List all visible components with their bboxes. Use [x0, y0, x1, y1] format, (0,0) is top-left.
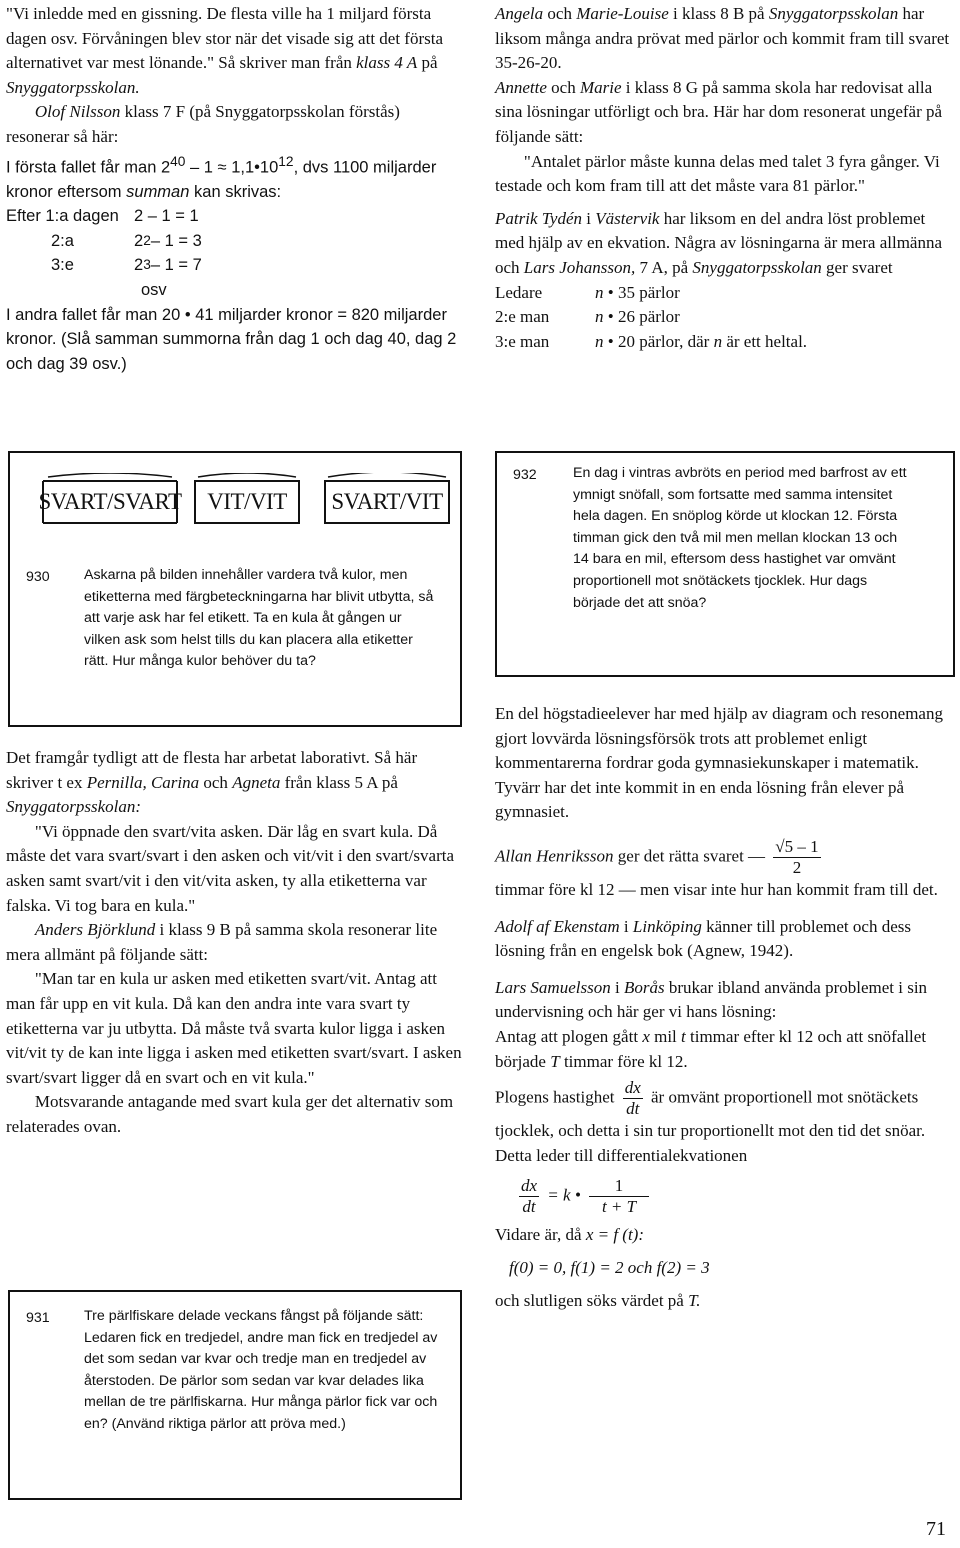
paragraph: I första fallet får man $2^{40} - 1$ ≈ $1,1•10^{12}$, dvs 1100 miljarder kronor eftersom summan kan skrivas: [6, 153, 437, 201]
problem-text: Askarna på bilden innehåller vardera två kulor, men etiketterna med färgbeteckningarna har blivit utbytta, så att varje ask har fel etikett. Ta en kula åt gången ur vilken ask som helst tills du kan placera alla etiketter rätt. Hur många kulor behöver du ta? [84, 567, 434, 670]
differential-equation: $\frac{dx}{dt}$ = k • $\frac{1}{t + T}$ [515, 1176, 957, 1217]
fraction: $\frac{√5 - 1}{2}$ [775, 836, 819, 877]
paragraph: Vidare är, då x = f (t): [495, 1225, 645, 1245]
quote: "Vi öppnade den svart/vita asken. Där låg en svart kula. Då måste det vara svart/svart i den asken och vit/vit i den svart/svarta asken samt svart/vit i den vit/vita asken, ty alla etiketterna var falska. Vi tog bara en kula." [6, 821, 455, 915]
box-labels-illustration [38, 473, 443, 543]
paragraph: Motsvarande antagande med svart kula ger det alternativ som relaterades ovan. [6, 1092, 454, 1136]
paragraph: En del högstadieelever har med hjälp av diagram och resonemang gjort lovvärda lösningsförsök trots att problemet enligt kommentarerna fordrar goda gymnasiekunskaper i matematik. Tyvärr har det inte kommit in en enda lösning från elever på gymnasiet. [495, 704, 943, 822]
problem-box-930 [8, 451, 462, 727]
fraction: $\frac{dx}{dt}$ [624, 1078, 641, 1119]
problem-text: En dag i vintras avbröts en period med barfrost av ett ymnigt snöfall, som fortsatte med samma intensitet hela dagen. En snöplog körde ut klockan 12. Första timman gick den två mil men mellan klockan 13 och 14 bara en mil, eftersom dess hastighet var omvänt proportionell mot snötäckets tjocklek. Hur dags började det att snöa? [573, 465, 907, 611]
paragraph: timmar före kl 12 — men visar inte hur han kommit fram till det. [495, 879, 938, 899]
left-column-top [6, 2, 466, 376]
paragraph: Adolf af Ekenstam i Linköping känner till problemet och dess lösning från en engelsk bok (Agnew, 1942). [495, 916, 911, 961]
box-label-2: VIT/VIT [192, 473, 302, 531]
paragraph: Allan Henriksson ger det rätta svaret — $\frac{√5 - 1}{2}$ [495, 836, 819, 877]
left-column-bottom [6, 746, 466, 1140]
paragraph: Det framgår tydligt att de flesta har arbetat laborativt. Så här skriver t ex Pernilla, Carina och Agneta från klass 5 A på Snyggatorpsskolan: [6, 748, 418, 817]
page-number: 71 [926, 1518, 946, 1540]
sum-table: Efter 1:a dagen 2 – 1 = 1 2:a 2 2 – 1 = 3 3:e 2 3 – 1 = 7 osv [6, 207, 202, 300]
problem-number: 932 [513, 467, 537, 483]
paragraph: Annette och Marie i klass 8 G på samma skola har redovisat alla sina lösningar utförligt och bra. Här har dom resonerat ungefär på följande sätt: [495, 77, 943, 146]
paragraph: Patrik Tydén i Västervik har liksom en del andra löst problemet med hjälp av en ekvation. Några av lösningarna är mera allmänna och Lars Johansson, 7 A, på Snyggatorpsskolan ger svaret [495, 208, 943, 277]
paragraph: Angela och Marie-Louise i klass 8 B på Snyggatorpsskolan har liksom många andra prövat med pärlor och kommit fram till svaret 35-26-20. [495, 4, 950, 73]
box-label-1: SVART/SVART [40, 473, 180, 531]
problem-box-932 [495, 451, 955, 677]
paragraph: I andra fallet får man 20 • 41 miljarder kronor = 820 miljarder kronor. (Slå samman summorna från dag 1 och dag 40, dag 2 och dag 39 osv.) [6, 305, 457, 373]
paragraph: och slutligen söks värdet på T. [495, 1290, 701, 1310]
problem-number: 930 [26, 569, 50, 585]
answer-table: Ledare n • 35 pärlor 2:e man n • 26 pärlor 3:e man n • 20 pärlor, där n är ett heltal. [495, 282, 808, 351]
problem-number: 931 [26, 1310, 50, 1326]
paragraph: Plogens hastighet $\frac{dx}{dt}$ är omvänt proportionell mot snötäckets tjocklek, och detta i sin tur proportionellt mot den tid det snöar. Detta leder till differentialekvationen [495, 1078, 926, 1165]
paragraph: Lars Samuelsson i Borås brukar ibland använda problemet i sin undervisning och här ger vi hans lösning: [495, 977, 928, 1022]
right-column-top [495, 2, 957, 354]
quote: "Man tar en kula ur asken med etiketten svart/vit. Antag att man får upp en vit kula. Då kan den andra inte vara svart ty etiketterna var ju utbytta. Då måste två svarta kulor ligga i asken vit/vit ty de kan inte ligga i asken med etiketten svart/svart. I asken svart/svart ligger då en svart och en vit kula." [6, 969, 462, 1087]
equation: f(0) = 0, f(1) = 2 och f(2) = 3 [509, 1257, 710, 1277]
paragraph: Antag att plogen gått x mil t timmar efter kl 12 och att snöfallet började T timmar före kl 12. [495, 1026, 927, 1071]
paragraph: Anders Björklund i klass 9 B på samma skola resonerar lite mera allmänt på följande sätt: [6, 920, 438, 964]
problem-box-931 [8, 1290, 462, 1500]
problem-text: Tre pärlfiskare delade veckans fångst på följande sätt: Ledaren fick en tredjedel, andre man fick en tredjedel av det som sedan var kvar och tredje man en tredjedel av återstoden. De pärlor som sedan var kvar delades lika mellan de tre pärlfiskarna. Hur många pärlor fick var och en? (Använd riktiga pärlor att pröva med.) [84, 1308, 438, 1432]
right-column-bottom [495, 702, 957, 1313]
paragraph: Olof Nilsson klass 7 F (på Snyggatorpsskolan förstås) resonerar så här: [6, 102, 400, 146]
quote: "Antalet pärlor måste kunna delas med talet 3 fyra gånger. Vi testade och kom fram till att det måste vara 81 pärlor." [495, 151, 940, 196]
paragraph: "Vi inledde med en gissning. De flesta ville ha 1 miljard första dagen osv. Förvåningen blev stor när det visade sig att det första alternativet var mest lönande." Så skriver man från klass 4 A på Snyggatorpsskolan. [6, 4, 444, 97]
box-label-3: SVART/VIT [322, 473, 452, 531]
